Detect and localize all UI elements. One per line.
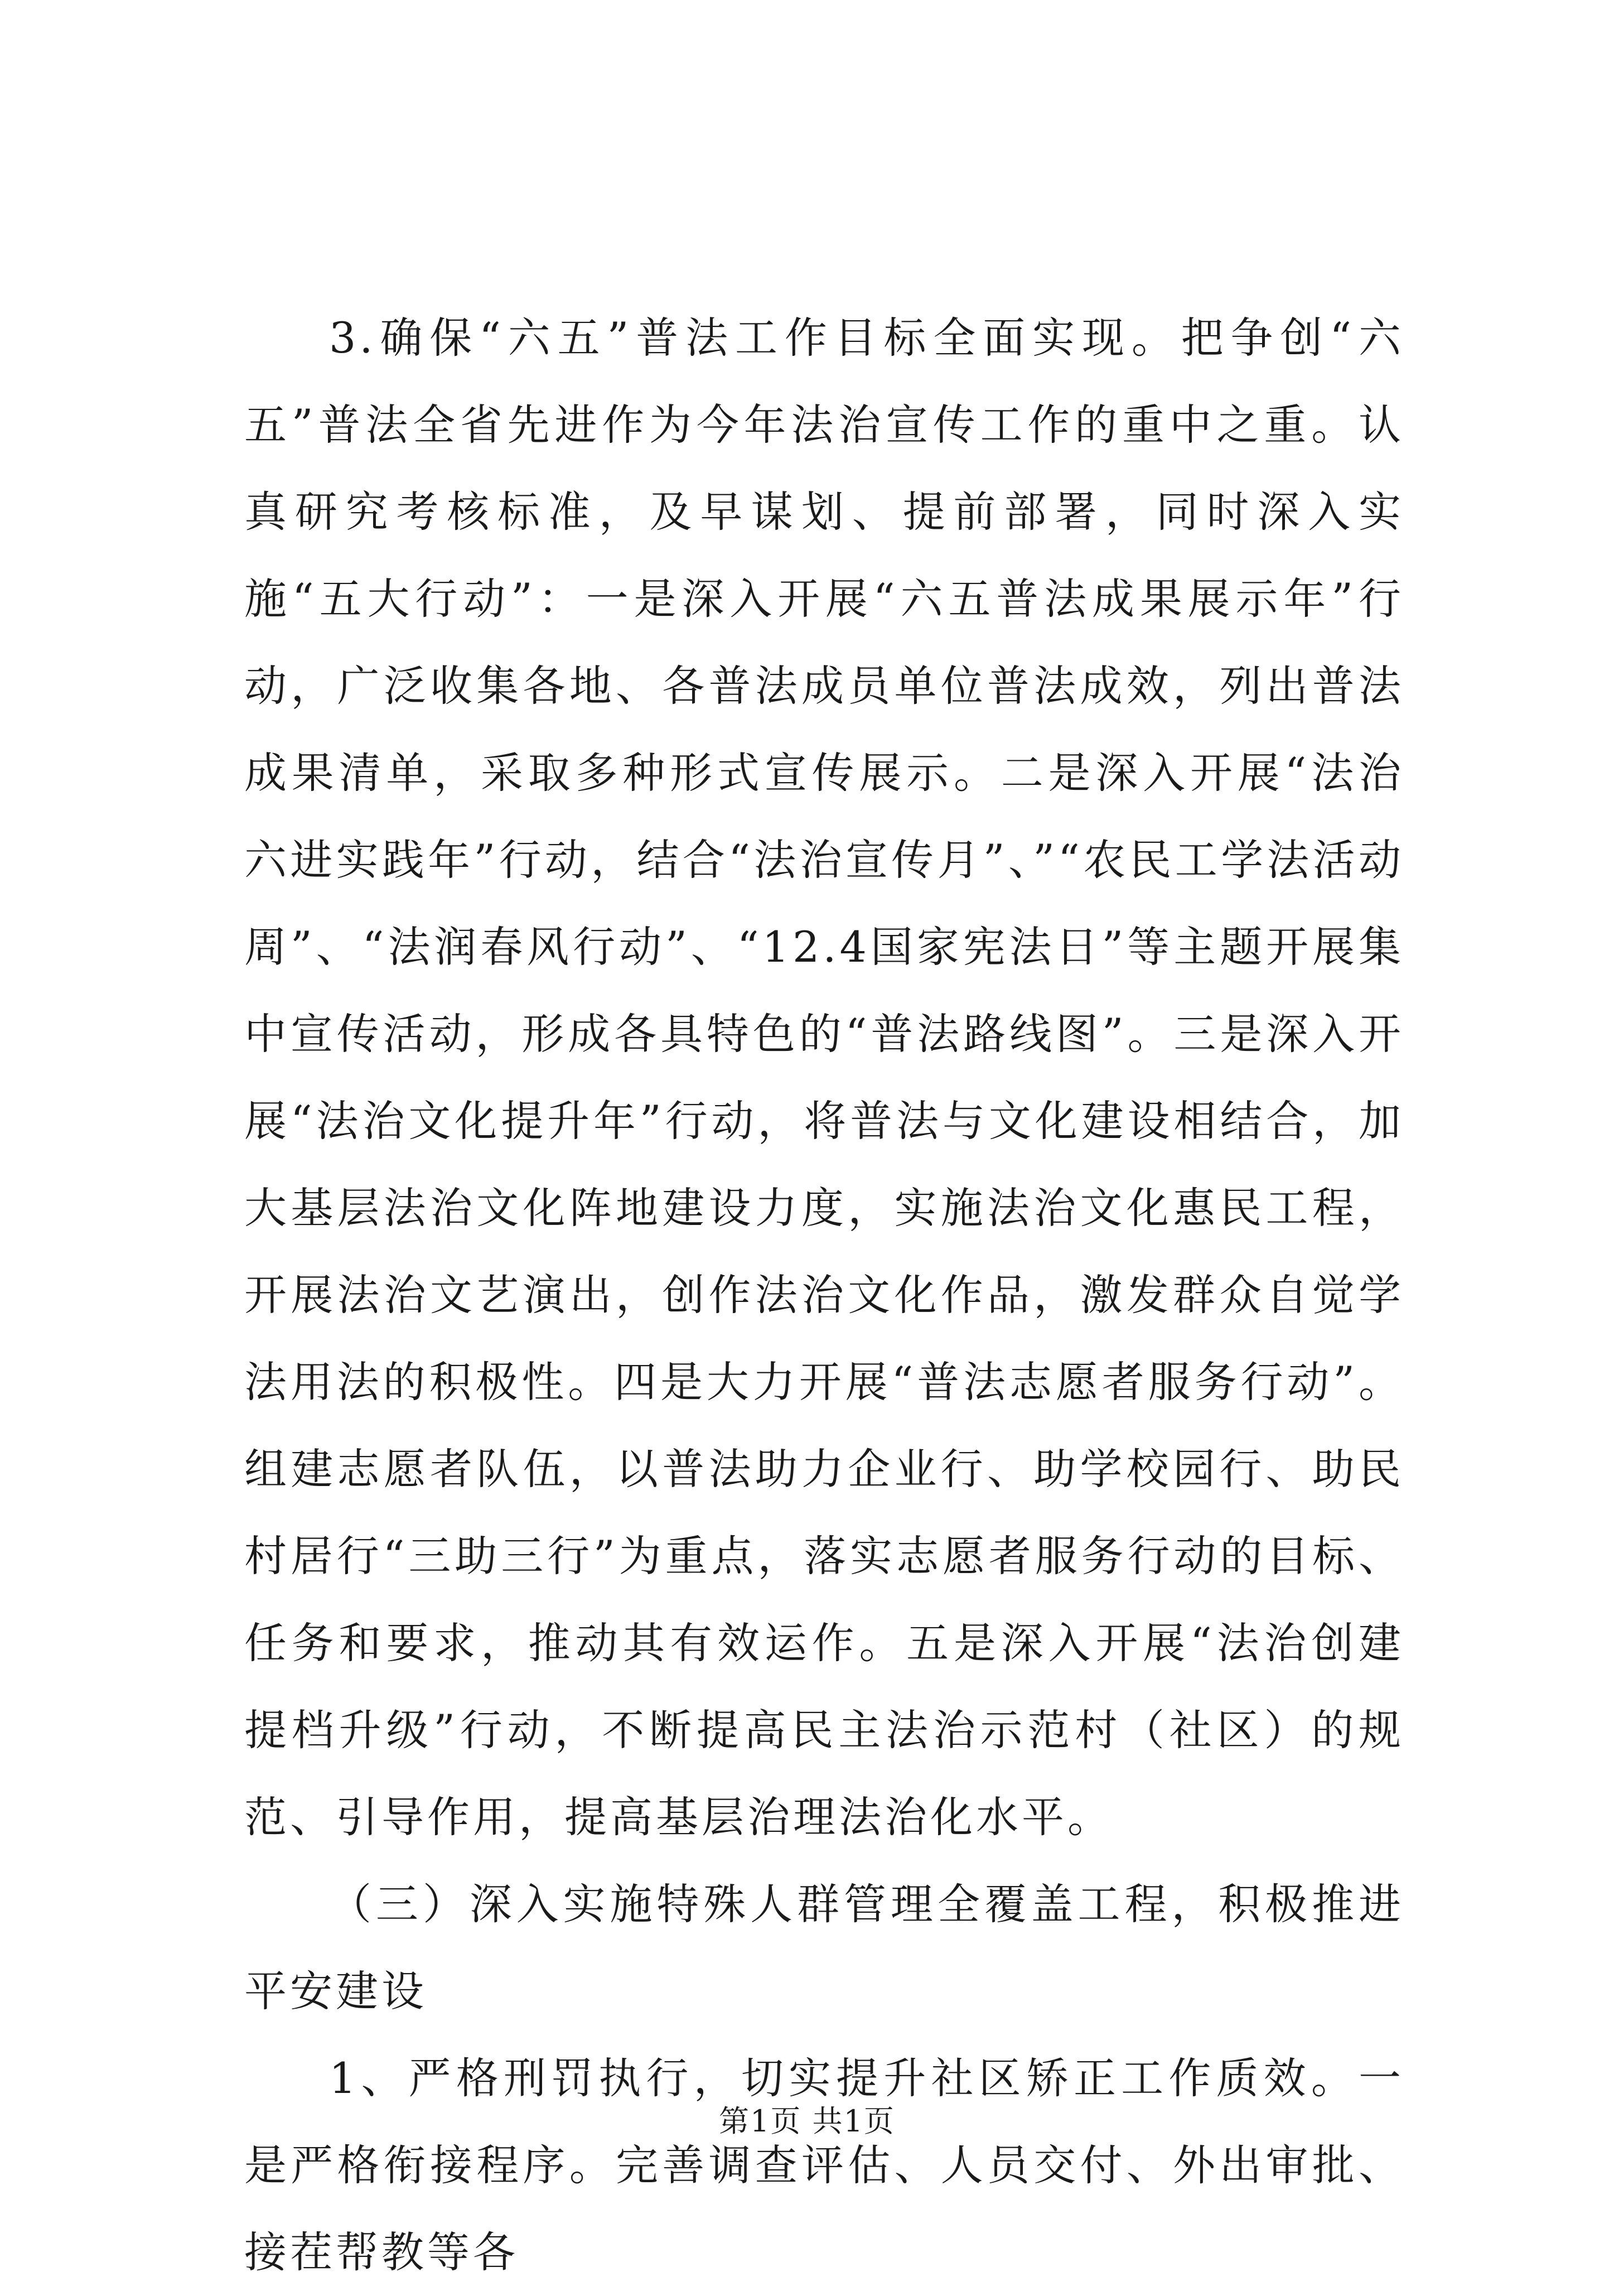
paragraph-legal-education-goals: 3.确保“六五”普法工作目标全面实现。把争创“六五”普法全省先进作为今年法治宣传工作的重中之重。认真研究考核标准，及早谋划、提前部署，同时深入实施“五大行动”：一是深入开展“六五普法成果展示年”行动，广泛收集各地、各普法成员单位普法成效，列出普法成果清单，采取多种形式宣传展示。二是深入开展“法治六进实践年”行动，结合“法治宣传月”、”“农民工学法活动周”、“法润春风行动”、“12.4国家宪法日”等主题开展集中宣传活动，形成各具特色的“普法路线图”。三是深入开展“法治文化提升年”行动，将普法与文化建设相结合，加大基层法治文化阵地建设力度，实施法治文化惠民工程，开展法治文艺演出，创作法治文化作品，激发群众自觉学法用法的积极性。四是大力开展“普法志愿者服务行动”。组建志愿者队伍，以普法助力企业行、助学校园行、助民村居行“三助三行”为重点，落实志愿者服务行动的目标、任务和要求，推动其有效运作。五是深入开展“法治创建提档升级”行动，不断提高民主法治示范村（社区）的规范、引导作用，提高基层治理法治化水平。 [244,313,1404,1842]
paragraph-community-correction: 1、严格刑罚执行，切实提升社区矫正工作质效。一是严格衔接程序。完善调查评估、人员交付、外出审批、接茬帮教等各 [244,2053,1404,2277]
document-body [244,295,1404,2296]
page-footer: 第1页 共1页 [719,2104,895,2139]
section-heading-special-groups: （三）深入实施特殊人群管理全覆盖工程，积极推进平安建设 [244,1879,1404,2016]
